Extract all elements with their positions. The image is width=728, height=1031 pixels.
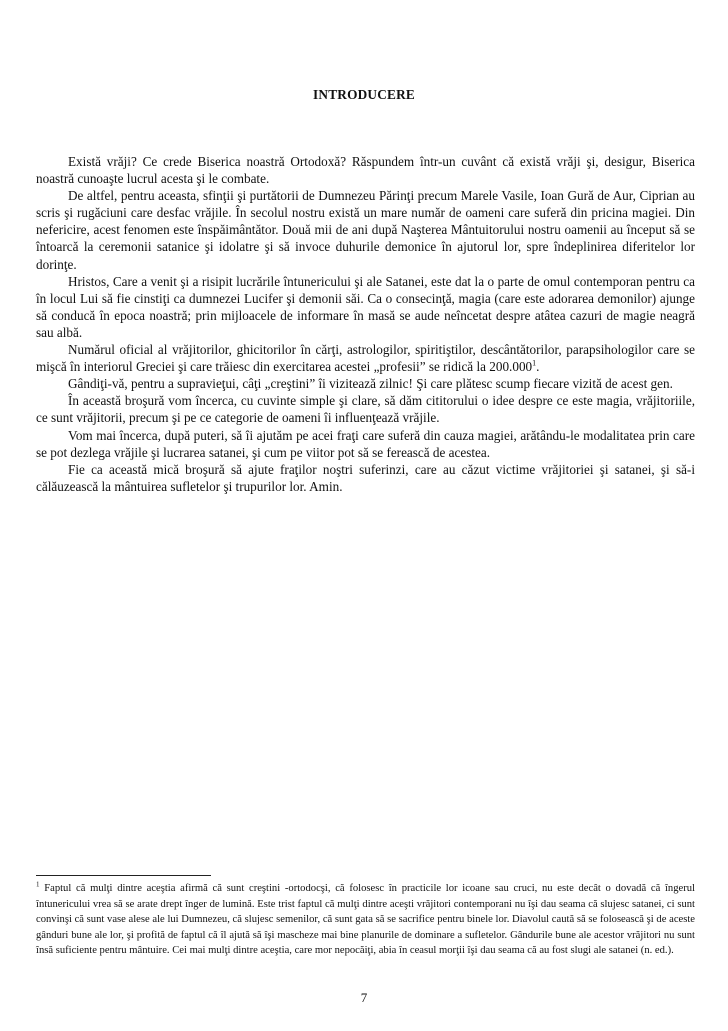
footnote <box>36 881 695 959</box>
paragraph-7: Vom mai încerca, după puteri, să îi ajutăm pe acei fraţi care suferă din cauza magiei, arătându-le modalitatea prin care se pot dezlega vrăjile şi lucrarea satanei, şi cum pe viitor pot să se ferească de acestea. <box>36 427 695 460</box>
page-title: INTRODUCERE <box>313 87 415 102</box>
paragraph-4 <box>36 341 695 375</box>
footnote-text: Faptul că mulţi dintre aceştia afirmă că sunt creştini -ortodocşi, că folosesc în practicile lor icoane sau cruci, nu este decât o dovadă că îngerul întunericului vrea să se arate drept înger de lumină. Este trist faptul că mulţi dintre aceşti vrăjitori contemporani nu îşi dau seama că slujesc satanei, ci sunt convinşi că sunt vase alese ale lui Dumnezeu, că slujesc semenilor, că sunt gata să se sacrifice pentru binele lor. Diavolul caută să se folosească şi de aceste gânduri bune ale lor, şi profită de faptul că îl ajută să îşi mascheze mai bine planurile de dominare a sufletelor. Gândurile bune ale acestor vrăjitori nu sunt însă suficiente pentru mântuire. Cei mai mulţi dintre aceştia, care mor nepocăiţi, abia în ceasul morţii îşi dau seama că au fost slugi ale satanei (n. ed.). <box>36 883 695 957</box>
footnote-divider <box>36 875 211 876</box>
paragraph-1: Există vrăji? Ce crede Biserica noastră Ortodoxă? Răspundem într-un cuvânt că există vrăji şi, desigur, Biserica noastră cunoaşte lucrul acesta şi le combate. <box>36 154 695 187</box>
paragraph-2: De altfel, pentru aceasta, sfinţii şi purtătorii de Dumnezeu Părinţi precum Marele Vasile, Ioan Gură de Aur, Ciprian au scris şi rugăciuni care desfac vrăjile. În secolul nostru există un mare număr de oameni care suferă din pricina magiei. Din nefericire, acest fenomen este înspăimântător. Două mii de ani după Naşterea Mântuitorului nostru oamenii au început să se întoarcă la ceremonii satanice şi idolatre şi să invoce duhurile demonice în ajutorul lor, spre îndeplinirea diferitelor lor dorinţe. <box>36 188 695 272</box>
paragraph-4-text: Numărul oficial al vrăjitorilor, ghicitorilor în cărţi, astrologilor, spiritiştilor, descântătorilor, parapsihologilor care se mişcă în interiorul Greciei şi care trăiesc din exercitarea acestei „profesii” se ridică la 200.000 <box>36 342 695 375</box>
paragraph-8: Fie ca această mică broşură să ajute fraţilor noştri suferinzi, care au căzut victime vrăjitoriei şi satanei, şi să-i călăuzească la mântuirea sufletelor şi trupurilor lor. Amin. <box>36 461 695 494</box>
paragraph-6: În această broşură vom încerca, cu cuvinte simple şi clare, să dăm cititorului o idee despre ce este magia, vrăjitoriile, ce sunt vrăjitorii, precum şi pe ce categorie de oameni îi influenţează vrăjile. <box>36 393 695 426</box>
body-text <box>36 153 695 495</box>
paragraph-5: Gândiţi-vă, pentru a supravieţui, câţi „creştini” îi vizitează zilnic! Şi care plătesc scump fiecare vizită de acest gen. <box>68 376 673 392</box>
paragraph-4-end: . <box>536 359 540 375</box>
paragraph-3: Hristos, Care a venit şi a risipit lucrările întunericului şi ale Satanei, este dat la o parte de omul contemporan pentru ca în locul Lui să fie cinstiţi ca dumnezei Lucifer şi demonii săi. Ca o consecinţă, magia (care este adorarea demonilor) ajunge să conducă în epoca noastră; prin mijloacele de informare în masă se aude neîncetat despre atâtea cazuri de magie neagră sau albă. <box>36 273 695 340</box>
footnote-marker: 1 <box>36 880 40 889</box>
footnote-reference[interactable]: 1 <box>532 358 537 368</box>
page-number: 7 <box>360 990 368 1005</box>
